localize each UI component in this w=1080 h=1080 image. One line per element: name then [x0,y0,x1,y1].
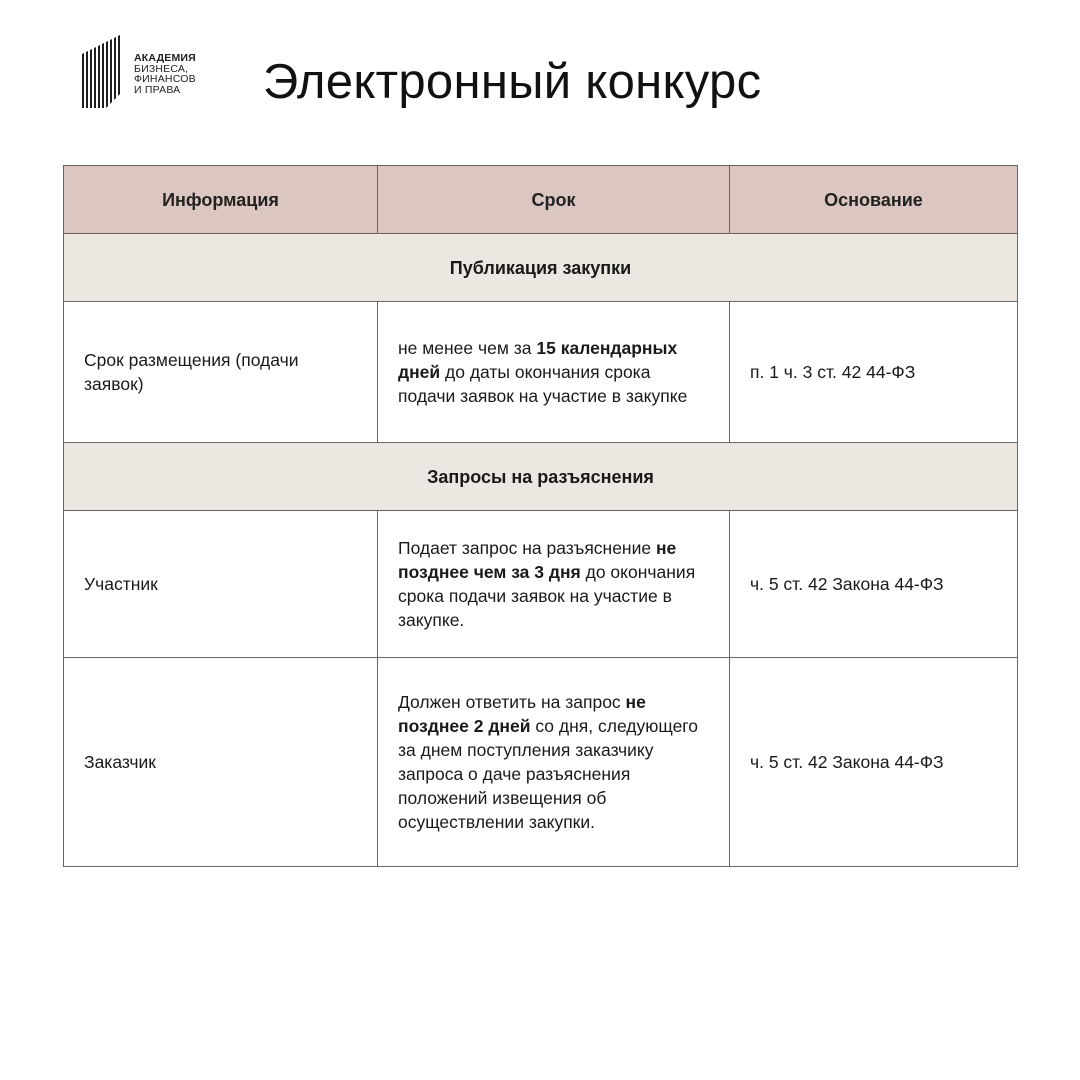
term-text: Должен ответить на запрос [398,692,626,712]
section-title-clarifications: Запросы на разъяснения [64,443,1018,511]
cell-term [378,658,730,867]
page-title: Электронный конкурс [263,55,762,109]
table-row [64,658,1018,867]
term-text-end: до даты окончания срока подачи заявок на участие в закупке [398,362,688,406]
logo-text-line-2: БИЗНЕСА, [134,62,189,75]
term-highlight: не позднее чем за 3 дня [398,538,677,582]
cell-basis: ч. 5 ст. 42 Закона 44-ФЗ [730,511,1018,658]
header-term: Срок [378,166,730,234]
section-row-publication [64,234,1018,302]
logo-text-line-1: АКАДЕМИЯ [134,52,196,64]
section-title-publication: Публикация закупки [64,234,1018,302]
logo [82,34,196,108]
term-highlight: 15 календарных дней [398,338,678,382]
deadlines-table [63,165,1018,867]
section-row-clarifications [64,443,1018,511]
term-text: не менее чем за [398,338,537,358]
term-text-end: со дня, следующего за днем поступления заказчику запроса о даче разъяснения положений извещения об осуществлении закупки. [398,716,699,832]
logo-text-line-3: ФИНАНСОВ [134,73,196,85]
header-information: Информация [64,166,378,234]
header-basis: Основание [730,166,1018,234]
term-text: Подает запрос на разъяснение [398,538,656,558]
logo-mark-icon [82,34,122,108]
cell-term [378,302,730,443]
cell-info: Заказчик [64,658,378,867]
logo-text-line-4: И ПРАВА [134,83,181,96]
cell-basis: п. 1 ч. 3 ст. 42 44-ФЗ [730,302,1018,443]
logo-text [134,53,196,95]
table-header-row [64,166,1018,234]
term-highlight: не позднее 2 дней [398,692,646,736]
table-row [64,302,1018,443]
cell-basis: ч. 5 ст. 42 Закона 44-ФЗ [730,658,1018,867]
cell-info: Срок размещения (подачи заявок) [64,302,378,443]
term-text-end: до окончания срока подачи заявок на участие в закупке. [398,562,696,630]
cell-info: Участник [64,511,378,658]
cell-term [378,511,730,658]
table-row [64,511,1018,658]
